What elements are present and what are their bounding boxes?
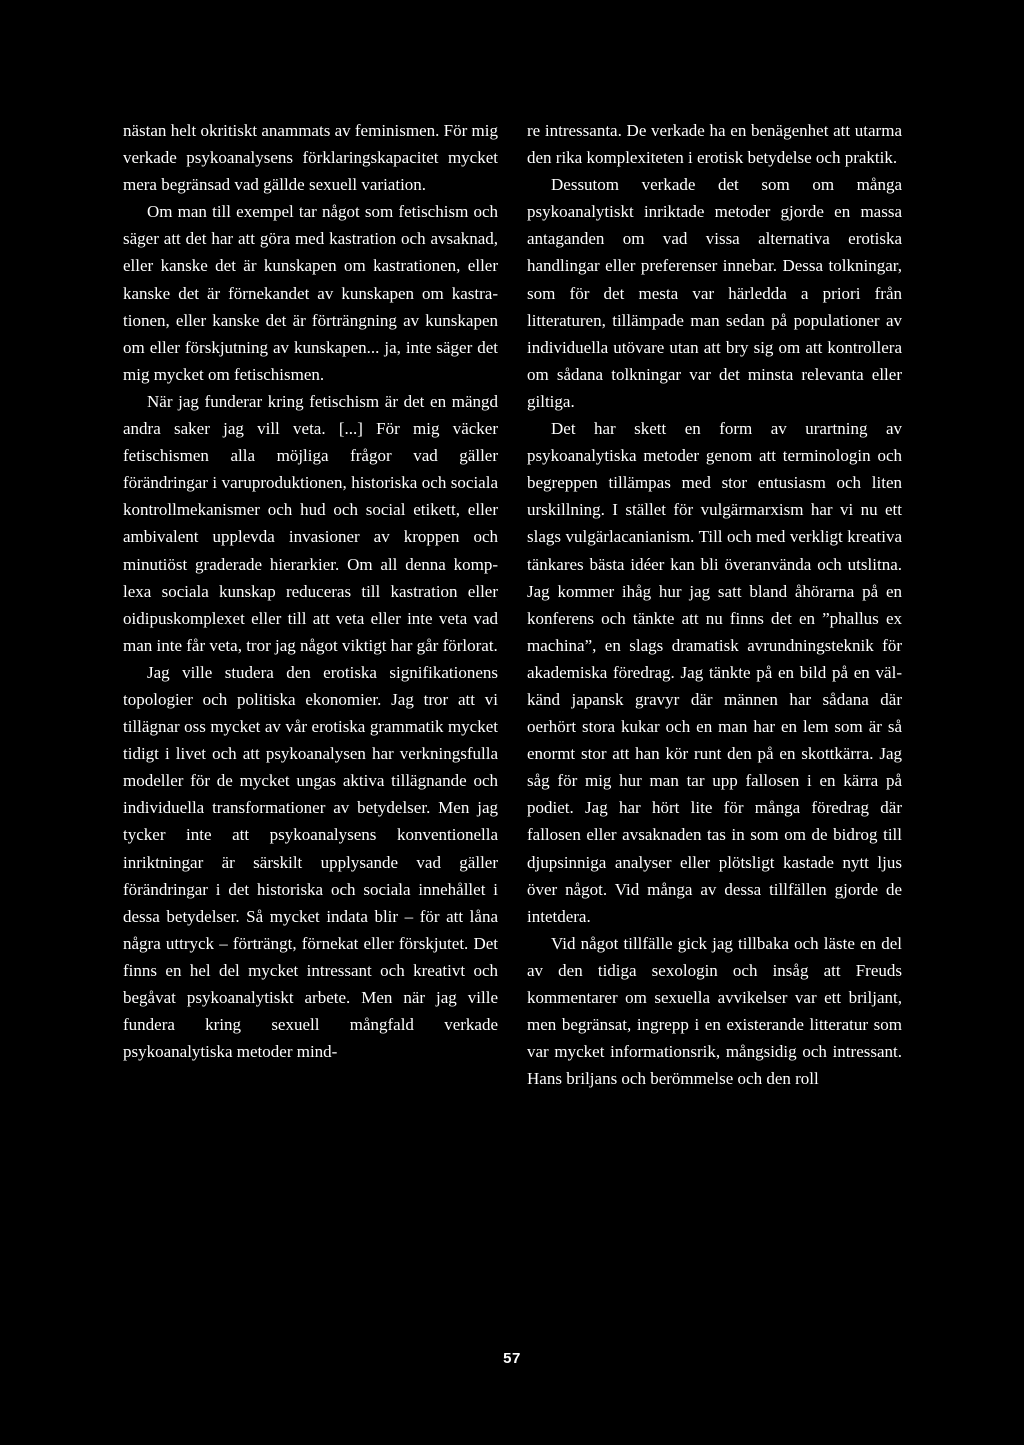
paragraph: nästan helt okritiskt anammats av feminismen. För mig verkade psykoanalysens förklaringskapacitet mycket mera begränsad vad gällde sexuell variation.: [123, 121, 498, 195]
paragraph: Vid något tillfälle gick jag tillbaka och läste en del av den tidiga sexologin och insåg att Freuds kommentarer om sexuella avvikelser var ett briljant, men begränsat, ingrepp i en existerande litteratur som var mycket informationsrik, mångsidig och intressant. Hans briljans och berömmelse och den roll: [527, 933, 902, 1089]
paragraph: Om man till exempel tar något som fetischism och säger att det har att göra med kastration och avsaknad, eller kanske det är kunskapen om kastrationen, eller kanske det är förnekandet av kunskapen om kastrationen, eller kanske det är förträngning av kunskapen om eller förskjutning av kunskapen... ja, inte säger det mig mycket om fetischismen.: [123, 202, 498, 384]
page-number: 57: [503, 1350, 521, 1367]
paragraph: Det har skett en form av urartning av psykoanalytiska metoder genom att terminologin och begreppen tillämpas med stor entusiasm och liten urskillning. I stället för vulgärmarxism har vi nu ett slags vulgärlacanianism. Till och med verkligt kreativa tänkares bästa idéer kan bli överanvända och utslitna. Jag kommer ihåg hur jag satt bland åhörarna på en konferens och tänkte att nu finns det en ”phallus ex machina”, en slags dramatisk avrundningsteknik för akademiska föredrag. Jag tänkte på en bild på en välkänd japansk gravyr där männen har sådana där oerhört stora kukar och en man har en lem som är så enormt stor att han kör runt den på en skottkärra. Jag såg för mig hur man tar upp fallosen i en kärra på podiet. Jag har hört lite för många föredrag där fallosen eller avsaknaden tas in som om de bidrog till djupsinniga analyser eller plötsligt kastade nytt ljus över något. Vid många av dessa tillfällen gjorde de intetdera.: [527, 419, 902, 926]
paragraph: Dessutom verkade det som om många psykoanalytiskt inriktade metoder gjorde en massa antaganden om vad vissa alternativa erotiska handlingar eller preferenser innebar. Dessa tolkningar, som för det mesta var härledda a priori från litteraturen, tillämpade man sedan på populationer av individuella utövare utan att bry sig om att kontrollera om sådana tolkningar var det minsta relevanta eller giltiga.: [527, 175, 902, 411]
left-text-column: [123, 117, 498, 1065]
paragraph: När jag funderar kring fetischism är det en mängd andra saker jag vill veta. [...] För mig väcker fetischismen alla möjliga frågor vad gäller förändringar i varuproduktionen, historiska och sociala kontrollmekanismer och hud och social etikett, eller ambivalent upplevda invasioner av kroppen och minutiöst graderade hierarkier. Om all denna komplexa sociala kunskap reduceras till kastration eller oidipuskomplexet eller till att veta eller inte veta vad man inte får veta, tror jag något viktigt har går förlorat.: [123, 391, 498, 655]
paragraph: re intressanta. De verkade ha en benägenhet att utarma den rika komplexiteten i erotisk betydelse och praktik.: [527, 121, 902, 168]
right-text-column: [527, 117, 902, 1092]
paragraph: Jag ville studera den erotiska signifikationens topologier och politiska ekonomier. Jag tror att vi tillägnar oss mycket av vår erotiska grammatik mycket tidigt i livet och att psykoanalysen har verkningsfulla modeller för de mycket ungas aktiva tillägnande och individuella transformationer av betydelser. Men jag tycker inte att psykoanalysens konventionella inriktningar är särskilt upplysande vad gäller förändringar i det historiska och sociala innehållet i dessa betydelser. Så mycket indata blir – för att låna några uttryck – förträngt, förnekat eller förskjutet. Det finns en hel del mycket intressant och kreativt och begåvat psykoanalytiskt arbete. Men när jag ville fundera kring sexuell mångfald verkade psykoanalytiska metoder mind-: [123, 662, 498, 1062]
